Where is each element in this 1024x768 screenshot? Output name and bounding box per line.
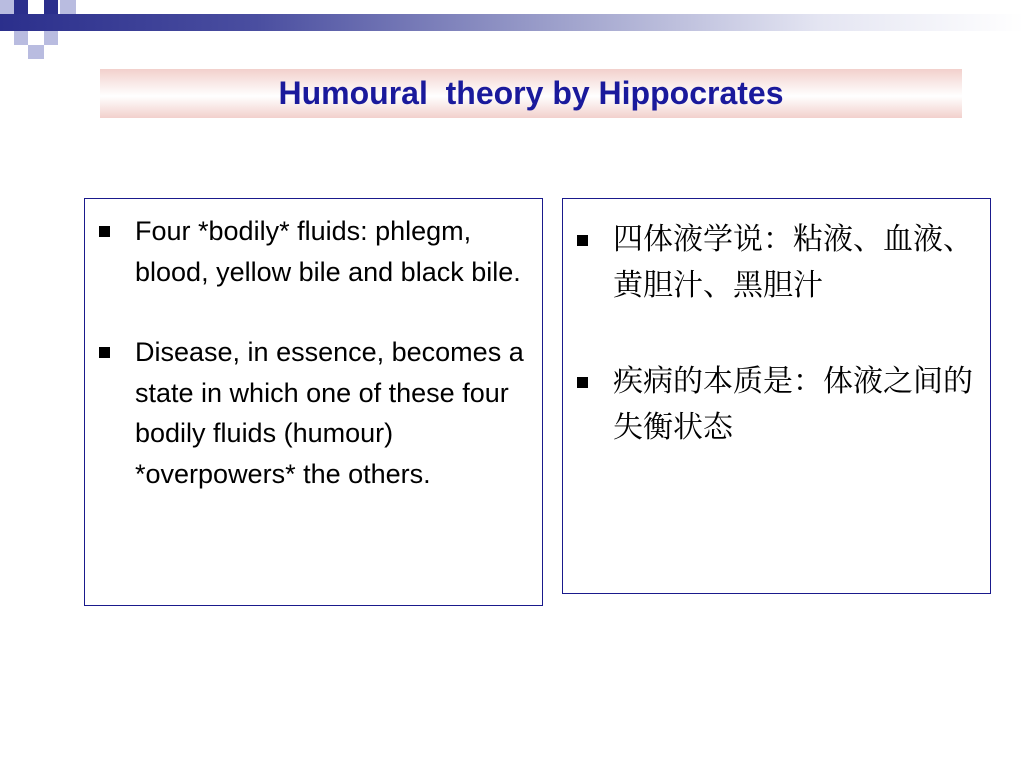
english-bullet-item [99,211,528,292]
english-bullet-item [99,332,528,494]
square-bullet-icon [577,377,588,388]
chinese-bullet-item [577,217,976,309]
english-bullet-list [99,211,528,494]
corner-decoration-square-2 [14,0,28,14]
corner-decoration-square-9 [28,45,44,59]
square-bullet-icon [99,347,110,358]
square-bullet-icon [99,226,110,237]
chinese-bullet-list [577,217,976,451]
chinese-text-box [562,198,991,594]
corner-decoration-square-4 [60,0,76,14]
english-bullet-text: Disease, in essence, becomes a state in which one of these four bodily fluids (humour) *overpowers* the others. [135,337,524,489]
corner-decoration-square-7 [14,31,28,45]
chinese-bullet-text: 四体液学说：粘液、血液、黄胆汁、黑胆汁 [613,222,973,303]
slide-title: Humoural theory by Hippocrates [278,75,784,111]
square-bullet-icon [577,235,588,246]
chinese-bullet-item [577,359,976,451]
english-text-box [84,198,543,606]
corner-decoration-square-3 [44,0,58,14]
corner-decoration-square-8 [44,31,58,45]
top-gradient-bar [0,14,1024,31]
chinese-bullet-text: 疾病的本质是：体液之间的失衡状态 [613,364,973,445]
corner-decoration-square-1 [0,0,14,14]
title-banner [100,69,962,118]
english-bullet-text: Four *bodily* fluids: phlegm, blood, yellow bile and black bile. [135,216,521,287]
